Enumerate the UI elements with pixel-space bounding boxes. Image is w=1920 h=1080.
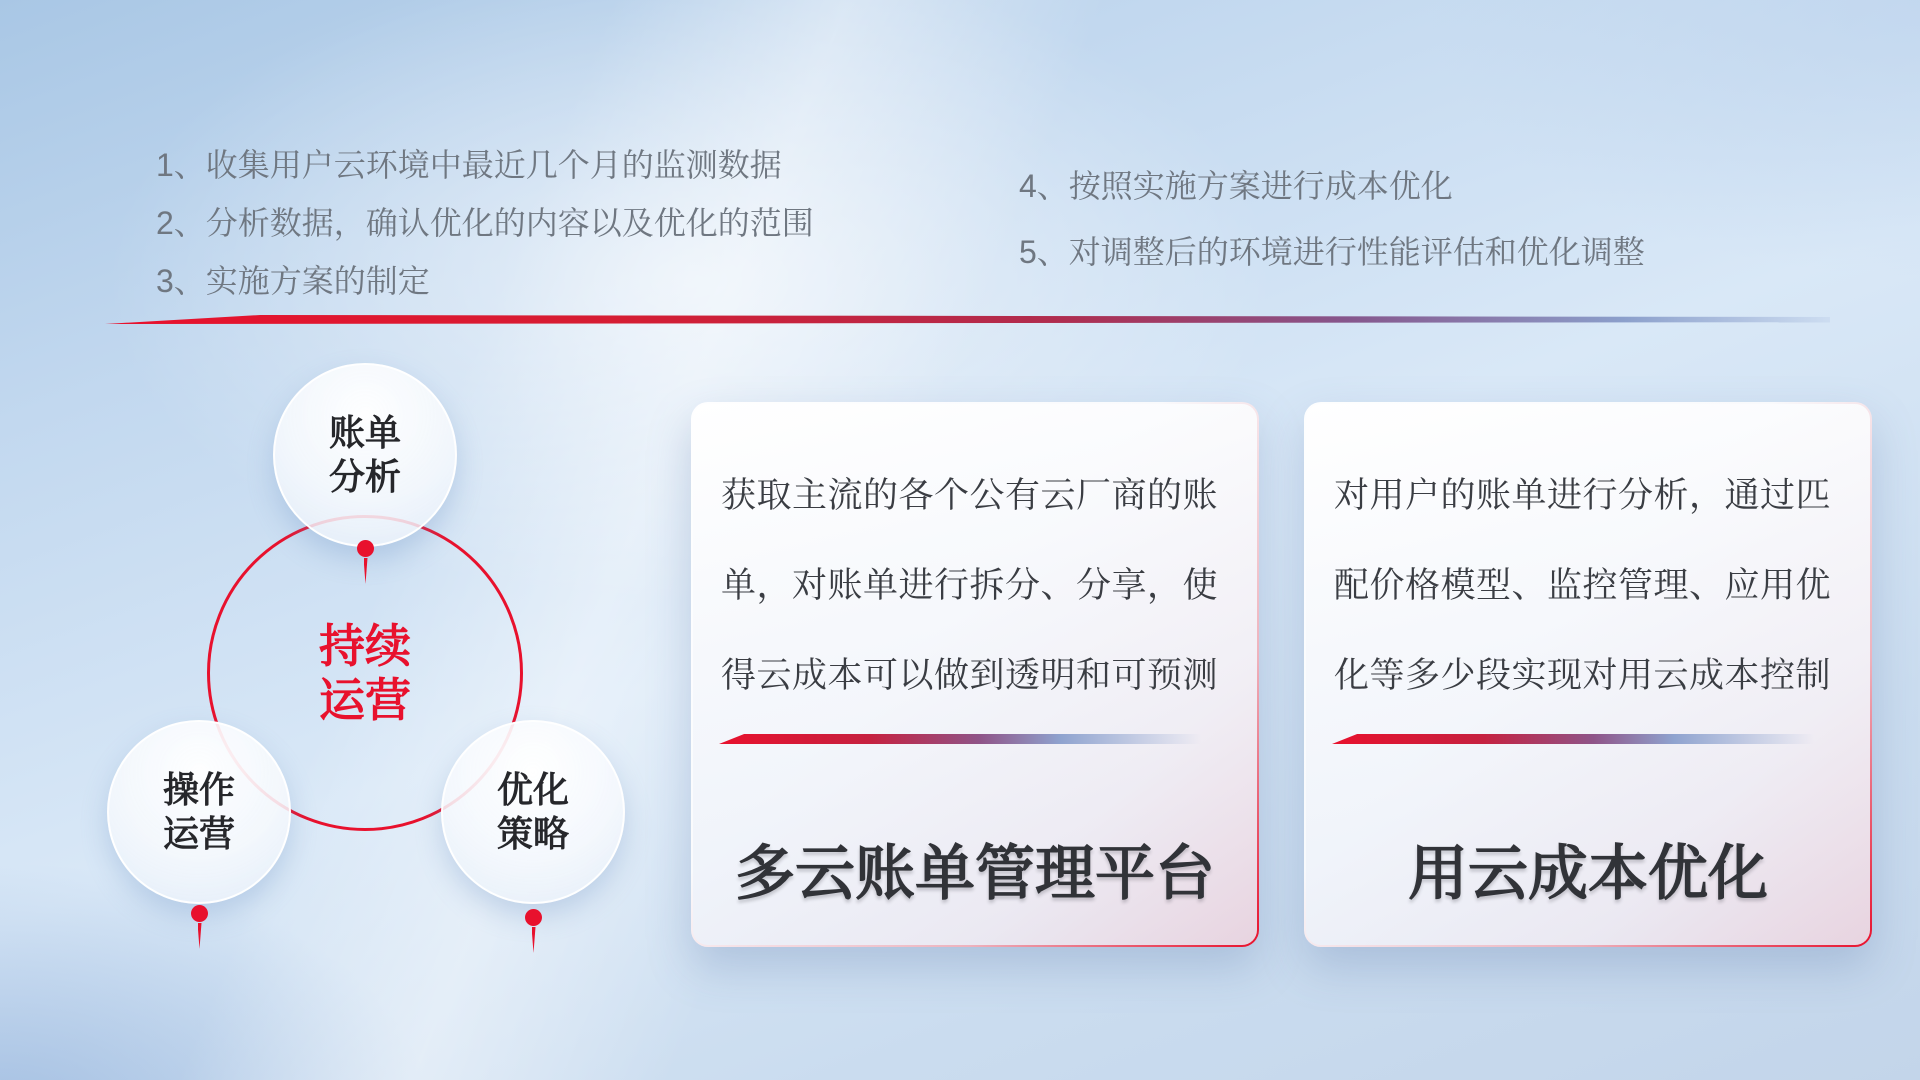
- pin-icon-bottom-left: [191, 905, 208, 949]
- pin-dot-icon: [525, 909, 542, 926]
- pin-needle-icon: [532, 927, 536, 953]
- pin-needle-icon: [198, 923, 202, 949]
- pin-icon-top: [357, 540, 374, 584]
- step-item-3: 3、实施方案的制定: [156, 263, 430, 299]
- card-paragraph-line: 配价格模型、监控管理、应用优: [1334, 566, 1832, 605]
- card-title: 多云账单管理平台: [735, 840, 1215, 907]
- node-bill-analysis-line1: 账单: [328, 412, 401, 453]
- node-strategy: [441, 720, 625, 904]
- card-paragraph-line: 对用户的账单进行分析，通过匹: [1334, 476, 1832, 515]
- node-strategy-line1: 优化: [496, 769, 569, 810]
- card-paragraph-line: 化等多少段实现对用云成本控制: [1334, 656, 1832, 695]
- pin-dot-icon: [357, 540, 374, 557]
- steps-list-left: [156, 136, 814, 310]
- node-bill-analysis-line2: 分析: [328, 456, 401, 497]
- pin-needle-icon: [364, 558, 368, 584]
- pin-icon-bottom-right: [525, 909, 542, 953]
- card-cost-optimization: [1304, 402, 1872, 947]
- card-multicloud-billing: [691, 402, 1259, 947]
- node-strategy-line2: 策略: [496, 813, 569, 854]
- card-paragraph-line: 单，对账单进行拆分、分享，使: [721, 566, 1219, 605]
- node-operation-line1: 操作: [162, 769, 235, 810]
- step-item-1: 1、收集用户云环境中最近几个月的监测数据: [156, 147, 782, 183]
- node-operation: [107, 720, 291, 904]
- pin-dot-icon: [191, 905, 208, 922]
- step-item-4: 4、按照实施方案进行成本优化: [1019, 168, 1453, 204]
- card-title: 用云成本优化: [1408, 840, 1768, 907]
- cycle-center-line1: 持续: [319, 620, 411, 672]
- card-multicloud-billing-body: [693, 404, 1257, 945]
- card-cost-optimization-body: [1306, 404, 1870, 945]
- step-item-2: 2、分析数据，确认优化的内容以及优化的范围: [156, 205, 814, 241]
- card-paragraph-line: 获取主流的各个公有云厂商的账: [721, 476, 1219, 515]
- step-item-5: 5、对调整后的环境进行性能评估和优化调整: [1019, 234, 1645, 270]
- accent-bar: [719, 734, 1221, 744]
- cycle-center-line2: 运营: [319, 674, 411, 726]
- card-paragraph-line: 得云成本可以做到透明和可预测: [721, 656, 1219, 695]
- node-bill-analysis: [273, 363, 457, 547]
- node-operation-line2: 运营: [162, 813, 235, 854]
- divider-swoosh: [105, 315, 1830, 324]
- accent-bar: [1332, 734, 1834, 744]
- steps-list-right: [1019, 153, 1645, 285]
